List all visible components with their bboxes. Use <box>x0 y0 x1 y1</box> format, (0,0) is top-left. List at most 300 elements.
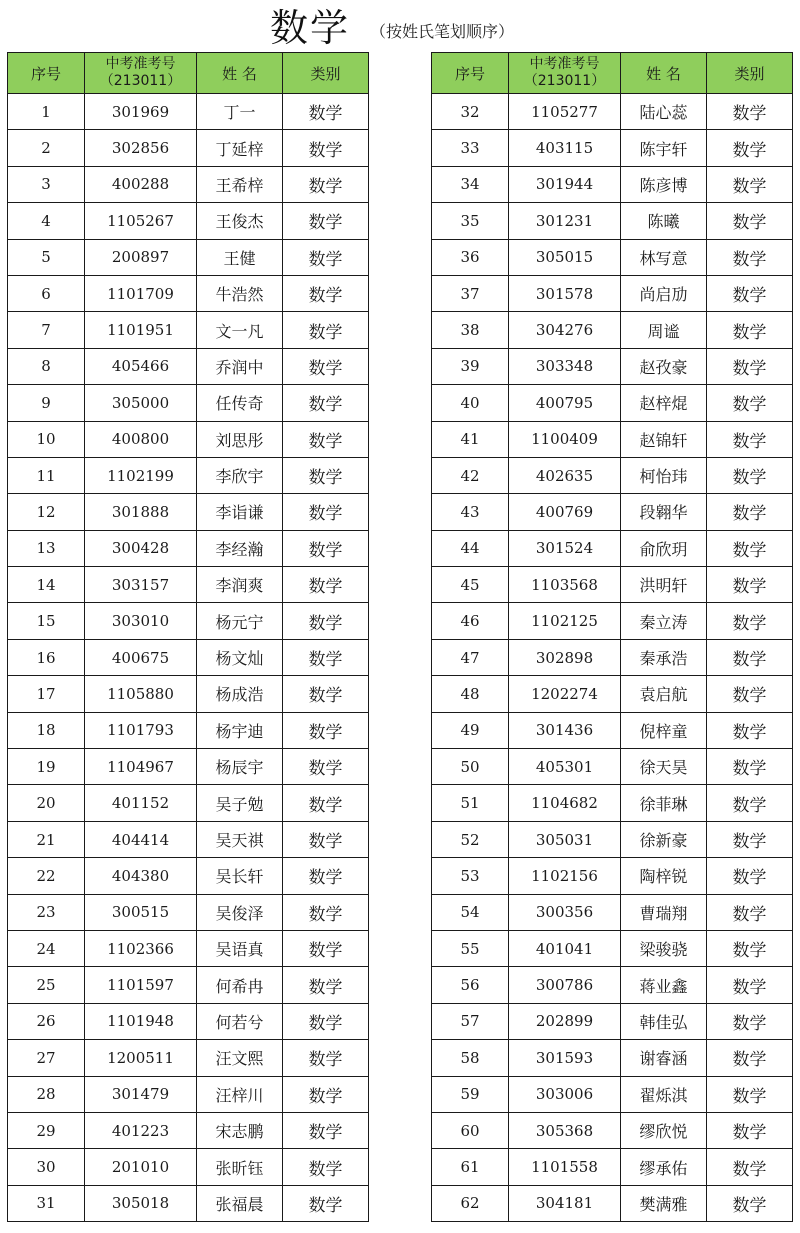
cell-name: 何希冉 <box>197 967 283 1003</box>
cell-category: 数学 <box>283 1076 369 1112</box>
cell-name: 赵孜豪 <box>621 348 707 384</box>
table-row <box>432 603 793 639</box>
cell-name: 吴子勉 <box>197 785 283 821</box>
cell-seq: 35 <box>432 203 509 239</box>
cell-name: 韩佳弘 <box>621 1003 707 1039</box>
table-row <box>8 821 369 857</box>
cell-exam-number: 305031 <box>509 821 621 857</box>
cell-name: 刘思彤 <box>197 421 283 457</box>
cell-name: 樊满雅 <box>621 1185 707 1221</box>
cell-category: 数学 <box>707 1003 793 1039</box>
roster-table-left <box>7 52 369 1222</box>
page-title: 数学 <box>270 6 351 50</box>
cell-name: 徐天昊 <box>621 749 707 785</box>
cell-category: 数学 <box>707 457 793 493</box>
cell-name: 陆心蕊 <box>621 94 707 130</box>
cell-name: 吴语真 <box>197 930 283 966</box>
cell-category: 数学 <box>707 567 793 603</box>
cell-name: 汪文熙 <box>197 1040 283 1076</box>
table-row <box>8 712 369 748</box>
cell-exam-number: 400675 <box>85 639 197 675</box>
cell-category: 数学 <box>283 494 369 530</box>
cell-category: 数学 <box>707 385 793 421</box>
cell-seq: 20 <box>8 785 85 821</box>
cell-name: 李润爽 <box>197 567 283 603</box>
cell-seq: 11 <box>8 457 85 493</box>
cell-name: 徐菲琳 <box>621 785 707 821</box>
cell-category: 数学 <box>707 312 793 348</box>
cell-name: 王希梓 <box>197 166 283 202</box>
cell-exam-number: 401041 <box>509 930 621 966</box>
table-row <box>8 639 369 675</box>
cell-seq: 28 <box>8 1076 85 1112</box>
cell-name: 牛浩然 <box>197 275 283 311</box>
cell-exam-number: 305018 <box>85 1185 197 1221</box>
cell-exam-number: 300428 <box>85 530 197 566</box>
cell-category: 数学 <box>283 203 369 239</box>
cell-seq: 7 <box>8 312 85 348</box>
cell-seq: 55 <box>432 930 509 966</box>
cell-name: 吴长轩 <box>197 858 283 894</box>
cell-name: 陈彦博 <box>621 166 707 202</box>
cell-category: 数学 <box>707 785 793 821</box>
table-row <box>432 1040 793 1076</box>
table-row <box>432 275 793 311</box>
cell-name: 曹瑞翔 <box>621 894 707 930</box>
cell-category: 数学 <box>707 348 793 384</box>
cell-name: 周谧 <box>621 312 707 348</box>
table-row <box>8 1149 369 1185</box>
header-name: 姓 名 <box>621 53 707 94</box>
table-row <box>432 385 793 421</box>
cell-exam-number: 301969 <box>85 94 197 130</box>
table-row <box>8 203 369 239</box>
cell-category: 数学 <box>707 967 793 1003</box>
cell-exam-number: 402635 <box>509 457 621 493</box>
cell-seq: 62 <box>432 1185 509 1221</box>
table-row <box>432 203 793 239</box>
cell-seq: 10 <box>8 421 85 457</box>
cell-name: 杨元宁 <box>197 603 283 639</box>
cell-category: 数学 <box>283 639 369 675</box>
cell-exam-number: 1101709 <box>85 275 197 311</box>
cell-seq: 53 <box>432 858 509 894</box>
cell-category: 数学 <box>283 785 369 821</box>
cell-seq: 18 <box>8 712 85 748</box>
cell-exam-number: 300786 <box>509 967 621 1003</box>
cell-exam-number: 405301 <box>509 749 621 785</box>
header-exam-line2: （213011） <box>99 73 182 89</box>
cell-name: 乔润中 <box>197 348 283 384</box>
cell-exam-number: 400769 <box>509 494 621 530</box>
cell-seq: 36 <box>432 239 509 275</box>
cell-name: 丁延梓 <box>197 130 283 166</box>
cell-name: 张福晨 <box>197 1185 283 1221</box>
cell-exam-number: 1100409 <box>509 421 621 457</box>
cell-category: 数学 <box>707 749 793 785</box>
cell-exam-number: 301524 <box>509 530 621 566</box>
cell-category: 数学 <box>707 1185 793 1221</box>
cell-name: 徐新豪 <box>621 821 707 857</box>
cell-name: 缪欣悦 <box>621 1112 707 1148</box>
cell-name: 秦承浩 <box>621 639 707 675</box>
cell-category: 数学 <box>707 1149 793 1185</box>
cell-seq: 45 <box>432 567 509 603</box>
cell-category: 数学 <box>283 712 369 748</box>
table-row <box>8 967 369 1003</box>
cell-category: 数学 <box>707 603 793 639</box>
table-header-row <box>8 53 369 94</box>
cell-seq: 60 <box>432 1112 509 1148</box>
cell-seq: 26 <box>8 1003 85 1039</box>
table-row <box>432 676 793 712</box>
cell-exam-number: 1102125 <box>509 603 621 639</box>
cell-category: 数学 <box>283 1185 369 1221</box>
table-row <box>432 1003 793 1039</box>
cell-seq: 43 <box>432 494 509 530</box>
cell-category: 数学 <box>283 421 369 457</box>
cell-category: 数学 <box>283 1149 369 1185</box>
cell-exam-number: 301436 <box>509 712 621 748</box>
cell-seq: 48 <box>432 676 509 712</box>
table-row <box>8 312 369 348</box>
cell-category: 数学 <box>283 967 369 1003</box>
cell-exam-number: 301888 <box>85 494 197 530</box>
cell-category: 数学 <box>283 858 369 894</box>
table-row <box>8 1040 369 1076</box>
table-row <box>432 785 793 821</box>
table-row <box>432 166 793 202</box>
header-category: 类别 <box>283 53 369 94</box>
header-seq: 序号 <box>8 53 85 94</box>
cell-name: 李经瀚 <box>197 530 283 566</box>
cell-category: 数学 <box>283 348 369 384</box>
cell-category: 数学 <box>707 530 793 566</box>
cell-name: 张昕钰 <box>197 1149 283 1185</box>
cell-name: 谢睿涵 <box>621 1040 707 1076</box>
cell-exam-number: 302856 <box>85 130 197 166</box>
table-row <box>432 348 793 384</box>
page-heading <box>0 6 800 50</box>
table-row <box>432 457 793 493</box>
cell-exam-number: 300515 <box>85 894 197 930</box>
cell-exam-number: 1105277 <box>509 94 621 130</box>
cell-exam-number: 202899 <box>509 1003 621 1039</box>
cell-name: 吴天祺 <box>197 821 283 857</box>
cell-seq: 21 <box>8 821 85 857</box>
cell-name: 秦立涛 <box>621 603 707 639</box>
cell-seq: 2 <box>8 130 85 166</box>
table-row <box>8 421 369 457</box>
table-row <box>432 130 793 166</box>
cell-seq: 5 <box>8 239 85 275</box>
cell-name: 赵锦轩 <box>621 421 707 457</box>
cell-exam-number: 404380 <box>85 858 197 894</box>
cell-name: 陈曦 <box>621 203 707 239</box>
table-row <box>8 1185 369 1221</box>
cell-exam-number: 302898 <box>509 639 621 675</box>
cell-category: 数学 <box>283 567 369 603</box>
roster-body-right <box>432 94 793 1222</box>
cell-category: 数学 <box>283 930 369 966</box>
cell-category: 数学 <box>283 385 369 421</box>
cell-category: 数学 <box>707 130 793 166</box>
cell-seq: 30 <box>8 1149 85 1185</box>
table-row <box>432 1149 793 1185</box>
cell-seq: 13 <box>8 530 85 566</box>
cell-exam-number: 1101793 <box>85 712 197 748</box>
cell-category: 数学 <box>707 712 793 748</box>
cell-exam-number: 304181 <box>509 1185 621 1221</box>
cell-name: 李诣谦 <box>197 494 283 530</box>
cell-seq: 32 <box>432 94 509 130</box>
cell-exam-number: 1101558 <box>509 1149 621 1185</box>
cell-seq: 44 <box>432 530 509 566</box>
cell-seq: 50 <box>432 749 509 785</box>
cell-exam-number: 301578 <box>509 275 621 311</box>
cell-exam-number: 200897 <box>85 239 197 275</box>
cell-name: 吴俊泽 <box>197 894 283 930</box>
cell-seq: 12 <box>8 494 85 530</box>
table-row <box>8 894 369 930</box>
table-row <box>432 94 793 130</box>
table-row <box>8 1112 369 1148</box>
table-row <box>8 785 369 821</box>
cell-category: 数学 <box>283 749 369 785</box>
cell-exam-number: 403115 <box>509 130 621 166</box>
table-row <box>432 567 793 603</box>
cell-seq: 19 <box>8 749 85 785</box>
header-name: 姓 名 <box>197 53 283 94</box>
cell-exam-number: 1200511 <box>85 1040 197 1076</box>
cell-exam-number: 300356 <box>509 894 621 930</box>
cell-name: 陈宇轩 <box>621 130 707 166</box>
cell-name: 汪梓川 <box>197 1076 283 1112</box>
cell-category: 数学 <box>707 858 793 894</box>
cell-category: 数学 <box>283 275 369 311</box>
page-subtitle: （按姓氏笔划顺序） <box>370 22 515 41</box>
table-row <box>8 494 369 530</box>
header-seq: 序号 <box>432 53 509 94</box>
table-row <box>8 94 369 130</box>
cell-name: 俞欣玥 <box>621 530 707 566</box>
table-row <box>432 967 793 1003</box>
cell-category: 数学 <box>707 421 793 457</box>
cell-category: 数学 <box>283 603 369 639</box>
cell-exam-number: 1104682 <box>509 785 621 821</box>
cell-name: 倪梓童 <box>621 712 707 748</box>
roster-table-right <box>431 52 793 1222</box>
table-row <box>8 603 369 639</box>
cell-seq: 61 <box>432 1149 509 1185</box>
cell-category: 数学 <box>283 1040 369 1076</box>
cell-exam-number: 303157 <box>85 567 197 603</box>
cell-exam-number: 405466 <box>85 348 197 384</box>
cell-category: 数学 <box>283 94 369 130</box>
table-row <box>432 1112 793 1148</box>
table-row <box>8 676 369 712</box>
cell-exam-number: 1102366 <box>85 930 197 966</box>
cell-category: 数学 <box>707 1040 793 1076</box>
cell-category: 数学 <box>707 494 793 530</box>
cell-category: 数学 <box>707 930 793 966</box>
cell-exam-number: 400288 <box>85 166 197 202</box>
cell-seq: 27 <box>8 1040 85 1076</box>
cell-name: 洪明轩 <box>621 567 707 603</box>
cell-name: 赵梓焜 <box>621 385 707 421</box>
cell-seq: 33 <box>432 130 509 166</box>
cell-seq: 15 <box>8 603 85 639</box>
table-row <box>8 239 369 275</box>
cell-name: 何若兮 <box>197 1003 283 1039</box>
cell-category: 数学 <box>283 1003 369 1039</box>
cell-name: 蒋业鑫 <box>621 967 707 1003</box>
cell-exam-number: 303348 <box>509 348 621 384</box>
cell-exam-number: 401152 <box>85 785 197 821</box>
cell-category: 数学 <box>283 166 369 202</box>
cell-seq: 9 <box>8 385 85 421</box>
cell-seq: 24 <box>8 930 85 966</box>
cell-exam-number: 305015 <box>509 239 621 275</box>
cell-seq: 58 <box>432 1040 509 1076</box>
cell-name: 梁骏骁 <box>621 930 707 966</box>
cell-seq: 42 <box>432 457 509 493</box>
cell-name: 陶梓锐 <box>621 858 707 894</box>
cell-category: 数学 <box>283 894 369 930</box>
table-row <box>432 821 793 857</box>
table-row <box>432 749 793 785</box>
cell-category: 数学 <box>283 676 369 712</box>
table-row <box>8 930 369 966</box>
cell-category: 数学 <box>283 530 369 566</box>
cell-exam-number: 201010 <box>85 1149 197 1185</box>
cell-exam-number: 305000 <box>85 385 197 421</box>
cell-exam-number: 1202274 <box>509 676 621 712</box>
cell-category: 数学 <box>707 239 793 275</box>
table-row <box>432 312 793 348</box>
cell-name: 林写意 <box>621 239 707 275</box>
cell-seq: 47 <box>432 639 509 675</box>
cell-name: 李欣宇 <box>197 457 283 493</box>
cell-seq: 25 <box>8 967 85 1003</box>
table-row <box>8 457 369 493</box>
cell-name: 袁启航 <box>621 676 707 712</box>
table-row <box>432 1185 793 1221</box>
table-row <box>8 1003 369 1039</box>
cell-exam-number: 301479 <box>85 1076 197 1112</box>
cell-category: 数学 <box>707 94 793 130</box>
table-row <box>432 1076 793 1112</box>
cell-exam-number: 303006 <box>509 1076 621 1112</box>
table-row <box>8 1076 369 1112</box>
roster-body-left <box>8 94 369 1222</box>
cell-exam-number: 301593 <box>509 1040 621 1076</box>
cell-exam-number: 401223 <box>85 1112 197 1148</box>
table-row <box>432 639 793 675</box>
table-row <box>8 749 369 785</box>
cell-category: 数学 <box>283 239 369 275</box>
cell-name: 王俊杰 <box>197 203 283 239</box>
table-row <box>432 712 793 748</box>
cell-exam-number: 303010 <box>85 603 197 639</box>
cell-name: 杨成浩 <box>197 676 283 712</box>
table-row <box>8 567 369 603</box>
cell-seq: 3 <box>8 166 85 202</box>
table-row <box>8 858 369 894</box>
table-row <box>8 530 369 566</box>
cell-category: 数学 <box>707 821 793 857</box>
cell-seq: 4 <box>8 203 85 239</box>
cell-exam-number: 301944 <box>509 166 621 202</box>
table-row <box>8 275 369 311</box>
cell-name: 杨宇迪 <box>197 712 283 748</box>
cell-seq: 6 <box>8 275 85 311</box>
cell-seq: 17 <box>8 676 85 712</box>
cell-exam-number: 301231 <box>509 203 621 239</box>
cell-name: 柯怡玮 <box>621 457 707 493</box>
table-row <box>432 930 793 966</box>
cell-exam-number: 1101597 <box>85 967 197 1003</box>
cell-exam-number: 1105267 <box>85 203 197 239</box>
cell-category: 数学 <box>283 312 369 348</box>
cell-exam-number: 1101948 <box>85 1003 197 1039</box>
header-exam-line1: 中考准考号 <box>529 56 600 72</box>
cell-seq: 40 <box>432 385 509 421</box>
cell-category: 数学 <box>707 275 793 311</box>
header-exam-line2: （213011） <box>523 73 606 89</box>
header-category: 类别 <box>707 53 793 94</box>
cell-category: 数学 <box>707 1112 793 1148</box>
cell-name: 文一凡 <box>197 312 283 348</box>
table-row <box>8 385 369 421</box>
cell-seq: 34 <box>432 166 509 202</box>
cell-name: 任传奇 <box>197 385 283 421</box>
cell-seq: 38 <box>432 312 509 348</box>
table-row <box>432 858 793 894</box>
cell-seq: 51 <box>432 785 509 821</box>
table-row <box>432 894 793 930</box>
cell-name: 段翱华 <box>621 494 707 530</box>
cell-seq: 39 <box>432 348 509 384</box>
cell-exam-number: 1103568 <box>509 567 621 603</box>
cell-seq: 29 <box>8 1112 85 1148</box>
cell-seq: 49 <box>432 712 509 748</box>
cell-seq: 23 <box>8 894 85 930</box>
cell-exam-number: 1101951 <box>85 312 197 348</box>
cell-name: 杨辰宇 <box>197 749 283 785</box>
table-row <box>432 421 793 457</box>
cell-seq: 54 <box>432 894 509 930</box>
header-exam-line1: 中考准考号 <box>105 56 176 72</box>
cell-exam-number: 404414 <box>85 821 197 857</box>
cell-seq: 46 <box>432 603 509 639</box>
cell-exam-number: 1104967 <box>85 749 197 785</box>
cell-seq: 1 <box>8 94 85 130</box>
header-exam-number <box>509 53 621 94</box>
table-row <box>432 239 793 275</box>
table-row <box>8 130 369 166</box>
cell-category: 数学 <box>283 130 369 166</box>
cell-category: 数学 <box>283 1112 369 1148</box>
cell-seq: 8 <box>8 348 85 384</box>
cell-seq: 56 <box>432 967 509 1003</box>
cell-exam-number: 400795 <box>509 385 621 421</box>
cell-category: 数学 <box>707 1076 793 1112</box>
table-header-row <box>432 53 793 94</box>
cell-category: 数学 <box>707 166 793 202</box>
cell-seq: 16 <box>8 639 85 675</box>
cell-category: 数学 <box>707 676 793 712</box>
